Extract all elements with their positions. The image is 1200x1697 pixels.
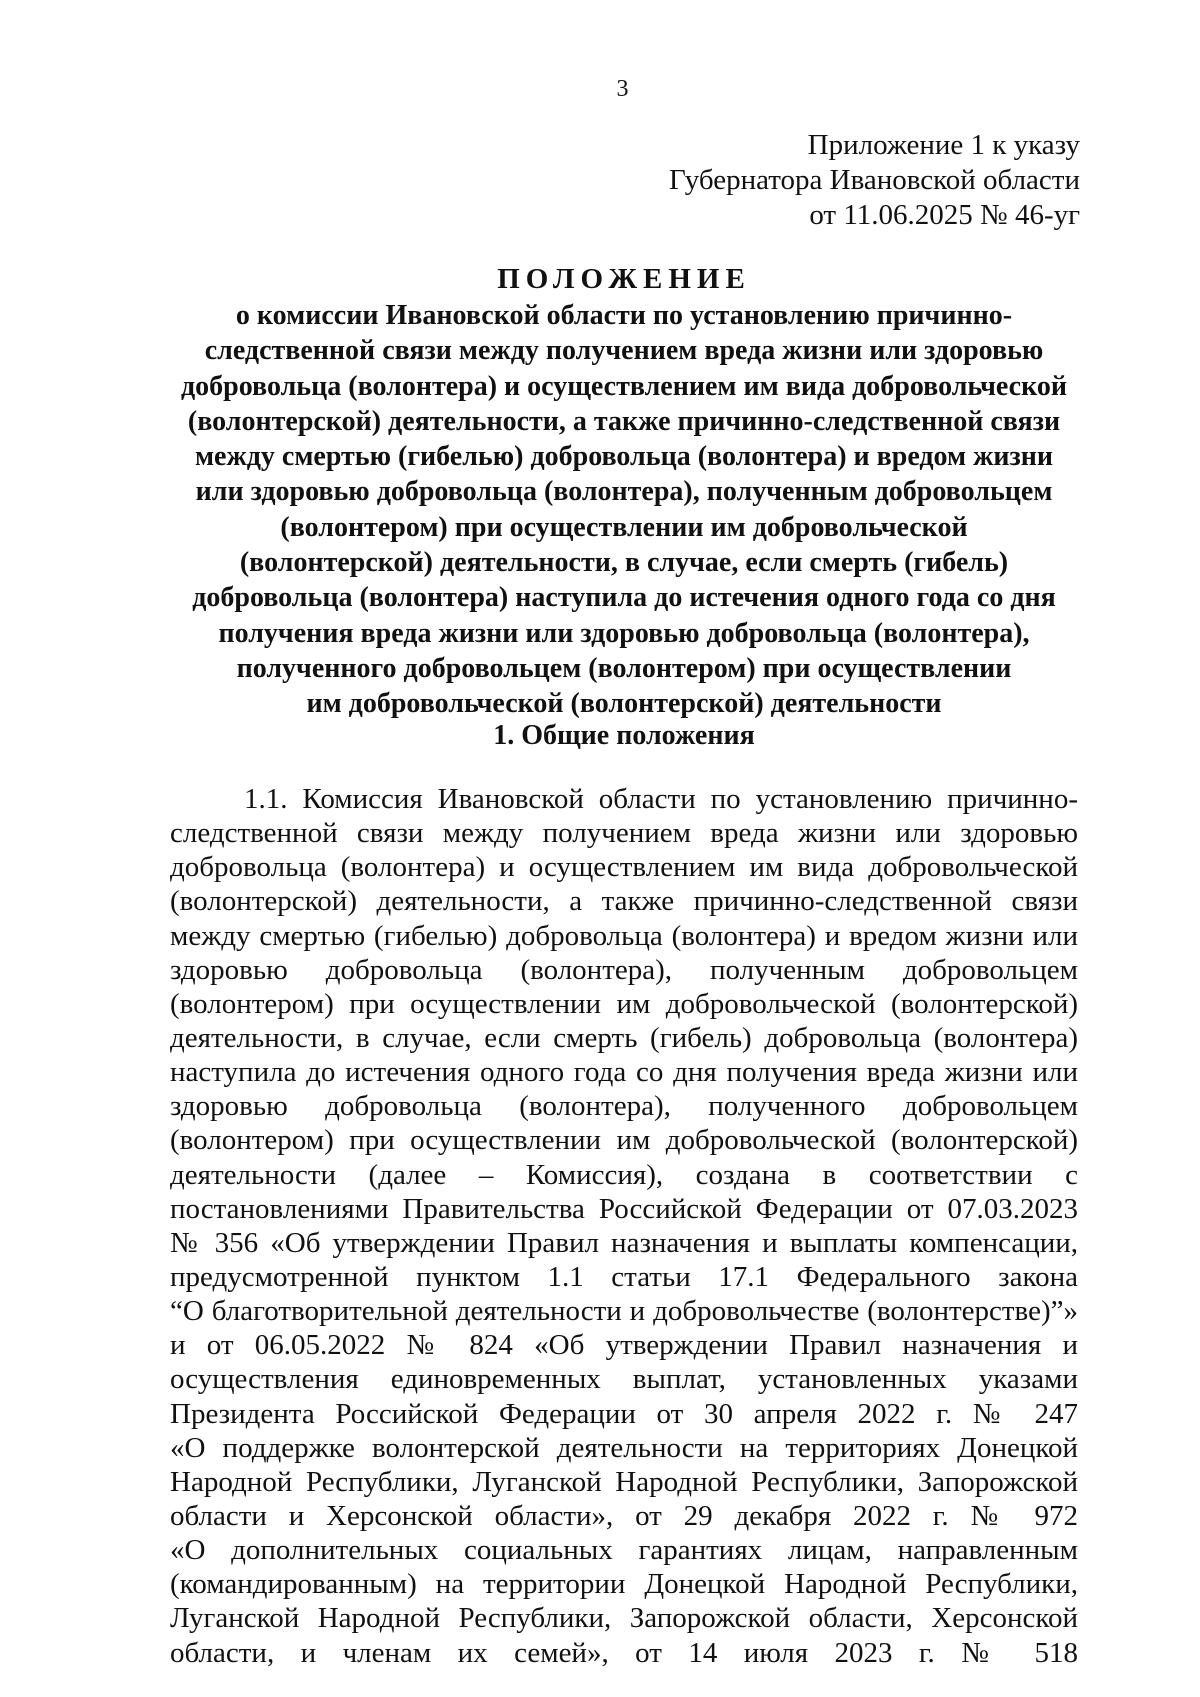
appendix-reference	[480, 128, 1080, 233]
appendix-line: от 11.06.2025 № 46-уг	[809, 199, 1080, 231]
subtitle-line: (волонтером) при осуществлении им добровольческой	[280, 511, 968, 543]
paragraph-line: (волонтером) при осуществлении им добровольческой (волонтерской)	[170, 987, 1078, 1020]
paragraph-1-1	[170, 782, 1078, 1670]
paragraph-line: Народной Республики, Луганской Народной Республики, Запорожской	[170, 1465, 1078, 1498]
paragraph-line: Луганской Народной Республики, Запорожской области, Херсонской	[170, 1602, 1078, 1635]
subtitle-line: получения вреда жизни или здоровью добровольца (волонтера),	[218, 617, 1030, 649]
paragraph-line: между смертью (гибелью) добровольца (волонтера) и вредом жизни или	[170, 919, 1078, 952]
paragraph-line: области, и членам их семей», от 14 июля 2023 г. № 518	[170, 1636, 1078, 1669]
document-title: ПОЛОЖЕНИЕ	[497, 263, 751, 295]
appendix-line: Губернатора Ивановской области	[669, 164, 1080, 196]
subtitle-line: (волонтерской) деятельности, в случае, если смерть (гибель)	[239, 547, 1009, 579]
paragraph-line: деятельности, в случае, если смерть (гибель) добровольца (волонтера)	[170, 1021, 1078, 1054]
subtitle-line: о комиссии Ивановской области по установлению причинно-	[235, 300, 1013, 331]
subtitle-line: добровольца (волонтера) наступила до истечения одного года со дня	[192, 582, 1056, 614]
paragraph-line: следственной связи между получением вреда жизни или здоровью	[170, 817, 1078, 850]
document-subtitle	[170, 298, 1078, 722]
subtitle-line: им добровольческой (волонтерской) деятельности	[306, 688, 942, 720]
paragraph-line: (командированным) на территории Донецкой Народной Республики,	[170, 1568, 1078, 1601]
paragraph-line: области и Херсонской области», от 29 декабря 2022 г. № 972	[170, 1499, 1078, 1532]
paragraph-line: постановлениями Правительства Российской Федерации от 07.03.2023	[170, 1192, 1078, 1225]
paragraph-line: (волонтерской) деятельности, а также причинно-следственной связи	[170, 885, 1078, 918]
section-heading: 1. Общие положения	[493, 720, 755, 751]
paragraph-line: здоровью добровольца (волонтера), полученного добровольцем	[170, 1090, 1078, 1123]
paragraph-line: деятельности (далее – Комиссия), создана в соответствии с	[170, 1158, 1078, 1191]
paragraph-line: «О поддержке волонтерской деятельности на территориях Донецкой	[170, 1431, 1078, 1464]
paragraph-line: добровольца (волонтера) и осуществлением им вида добровольческой	[170, 851, 1078, 884]
paragraph-line: № 356 «Об утверждении Правил назначения и выплаты компенсации,	[170, 1226, 1078, 1259]
paragraph-line: Президента Российской Федерации от 30 апреля 2022 г. № 247	[170, 1397, 1078, 1430]
paragraph-line: (волонтером) при осуществлении им добровольческой (волонтерской)	[170, 1124, 1078, 1157]
paragraph-line: «О дополнительных социальных гарантиях лицам, направленным	[170, 1534, 1078, 1567]
paragraph-line: “О благотворительной деятельности и добровольчестве (волонтерстве)”»	[170, 1295, 1078, 1328]
paragraph-line: 1.1. Комиссия Ивановской области по установлению причинно-	[244, 783, 1078, 815]
appendix-line: Приложение 1 к указу	[807, 129, 1080, 161]
paragraph-line: осуществления единовременных выплат, установленных указами	[170, 1363, 1078, 1396]
paragraph-line: здоровью добровольца (волонтера), полученным добровольцем	[170, 953, 1078, 986]
page-number: 3	[616, 76, 629, 102]
paragraph-line: наступила до истечения одного года со дня получения вреда жизни или	[170, 1056, 1078, 1089]
subtitle-line: добровольца (волонтера) и осуществлением им вида добровольческой	[181, 370, 1067, 402]
subtitle-line: между смертью (гибелью) добровольца (волонтера) и вредом жизни	[194, 441, 1054, 473]
subtitle-line: полученного добровольцем (волонтером) при осуществлении	[236, 652, 1012, 684]
subtitle-line: или здоровью добровольца (волонтера), полученным добровольцем	[195, 476, 1053, 508]
paragraph-line: предусмотренной пунктом 1.1 статьи 17.1 Федерального закона	[170, 1260, 1078, 1293]
subtitle-line: следственной связи между получением вреда жизни или здоровью	[204, 335, 1044, 367]
paragraph-line: и от 06.05.2022 № 824 «Об утверждении Правил назначения и	[170, 1329, 1078, 1362]
subtitle-line: (волонтерской) деятельности, а также причинно-следственной связи	[187, 405, 1061, 437]
